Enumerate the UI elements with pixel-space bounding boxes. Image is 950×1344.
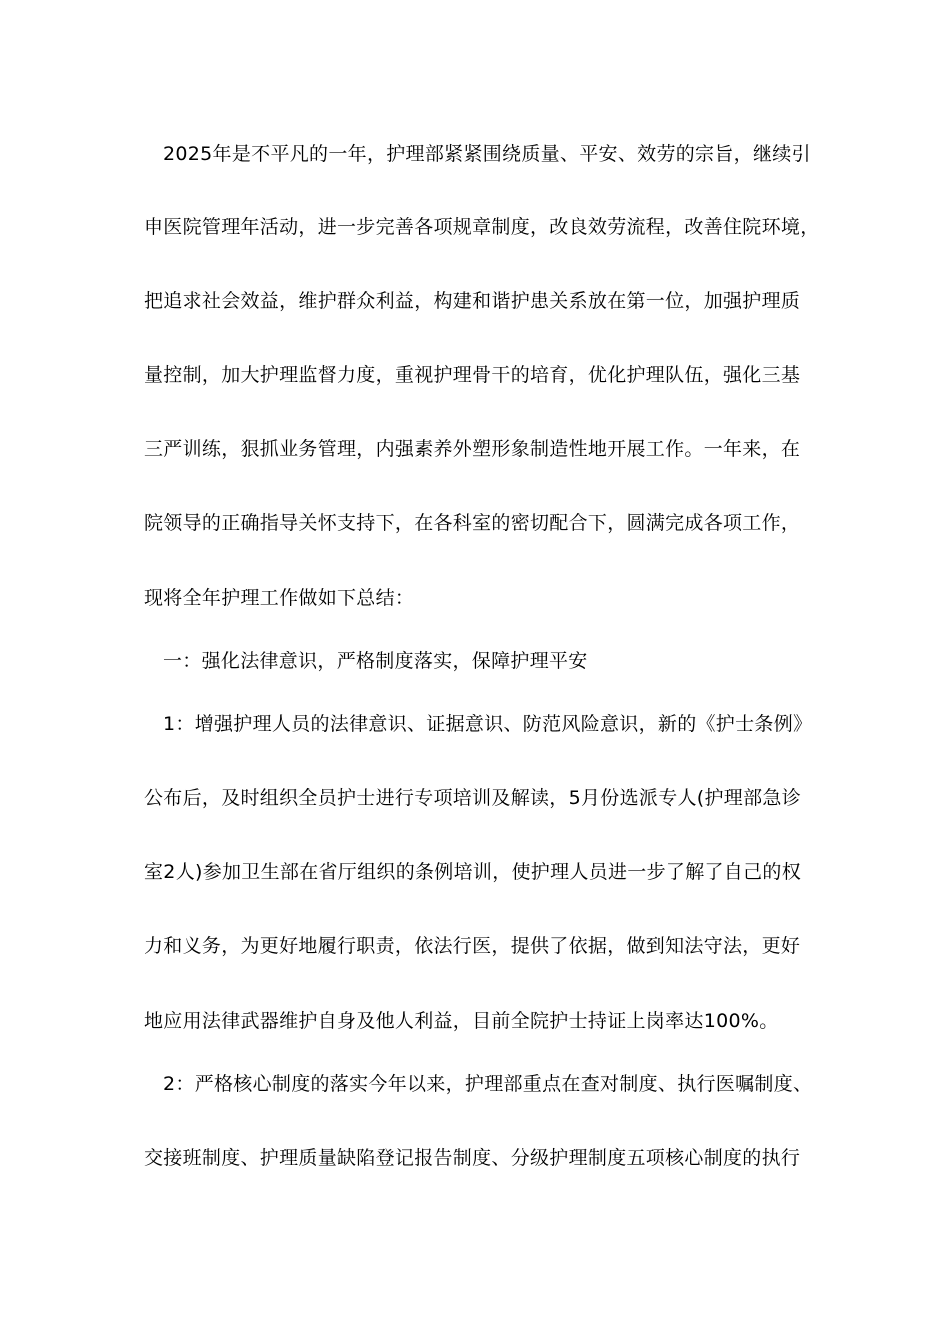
paragraph-line-2: 申医院管理年活动，进一步完善各项规章制度，改良效劳流程，改善住院环境， (144, 216, 820, 238)
item-1-line-3: 室2人)参加卫生部在省厅组织的条例培训，使护理人员进一步了解了自己的权 (144, 861, 802, 883)
section-heading-1: 一：强化法律意识，严格制度落实，保障护理平安 (163, 650, 588, 672)
paragraph-line-5: 三严训练，狠抓业务管理，内强素养外塑形象制造性地开展工作。一年来，在 (144, 438, 801, 460)
item-2-line-1: 2：严格核心制度的落实今年以来，护理部重点在查对制度、执行医嘱制度、 (163, 1073, 813, 1095)
item-1-line-4: 力和义务，为更好地履行职责，依法行医，提供了依据，做到知法守法，更好 (144, 935, 801, 957)
paragraph-line-4: 量控制，加大护理监督力度，重视护理骨干的培育，优化护理队伍，强化三基 (144, 364, 801, 386)
item-1-line-1: 1：增强护理人员的法律意识、证据意识、防范风险意识，新的《护士条例》 (163, 713, 813, 735)
item-1-line-2: 公布后，及时组织全员护士进行专项培训及解读，5月份选派专人(护理部急诊 (144, 787, 802, 809)
paragraph-line-7: 现将全年护理工作做如下总结： (144, 587, 415, 609)
item-2-line-2: 交接班制度、护理质量缺陷登记报告制度、分级护理制度五项核心制度的执行 (144, 1147, 801, 1169)
item-1-line-5: 地应用法律武器维护自身及他人利益，目前全院护士持证上岗率达100%。 (144, 1010, 779, 1032)
paragraph-line-1: 2025年是不平凡的一年，护理部紧紧围绕质量、平安、效劳的宗旨，继续引 (163, 143, 811, 165)
paragraph-line-6: 院领导的正确指导关怀支持下，在各科室的密切配合下，圆满完成各项工作， (144, 512, 801, 534)
paragraph-line-3: 把追求社会效益，维护群众利益，构建和谐护患关系放在第一位，加强护理质 (144, 290, 801, 312)
